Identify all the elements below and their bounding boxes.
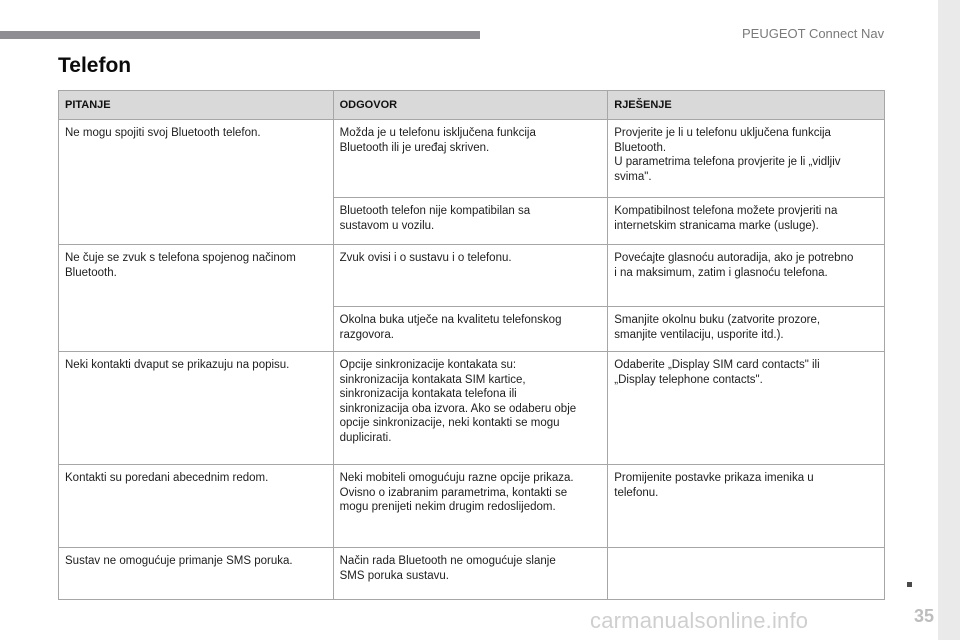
column-header-solution: RJEŠENJE [608, 91, 885, 120]
header-bar [0, 31, 480, 39]
header-title: PEUGEOT Connect Nav [742, 26, 885, 41]
table-row [59, 548, 885, 600]
table-row [59, 120, 885, 198]
faq-table [58, 90, 885, 600]
question-cell: Neki kontakti dvaput se prikazuju na popisu. [59, 352, 334, 465]
table-row [59, 465, 885, 548]
solution-cell: Povećajte glasnoću autoradija, ako je potrebno i na maksimum, zatim i glasnoću telefona. [608, 245, 885, 307]
table-row [59, 245, 885, 307]
answer-cell: Okolna buka utječe na kvalitetu telefonskog razgovora. [333, 307, 608, 352]
answer-cell: Možda je u telefonu isključena funkcija Bluetooth ili je uređaj skriven. [333, 120, 608, 198]
column-header-question: PITANJE [59, 91, 334, 120]
solution-cell: Promijenite postavke prikaza imenika u telefonu. [608, 465, 885, 548]
answer-cell: Bluetooth telefon nije kompatibilan sa sustavom u vozilu. [333, 198, 608, 245]
page-title: Telefon [58, 54, 132, 77]
right-margin-strip [938, 0, 960, 640]
answer-cell: Neki mobiteli omogućuju razne opcije prikaza. Ovisno o izabranim parametrima, kontakti se mogu prenijeti nekim drugim redoslijedom. [333, 465, 608, 548]
question-cell: Kontakti su poredani abecednim redom. [59, 465, 334, 548]
solution-cell: Kompatibilnost telefona možete provjeriti na internetskim stranicama marke (usluge). [608, 198, 885, 245]
solution-cell: Provjerite je li u telefonu uključena funkcija Bluetooth. U parametrima telefona provjerite je li „vidljiv svima". [608, 120, 885, 198]
page-marker-icon [907, 582, 912, 587]
solution-cell [608, 548, 885, 600]
table-row [59, 352, 885, 465]
watermark: carmanualsonline.info [590, 608, 809, 633]
table-header-row [59, 91, 885, 120]
page-number: 35 [913, 606, 934, 626]
question-cell: Sustav ne omogućuje primanje SMS poruka. [59, 548, 334, 600]
answer-cell: Način rada Bluetooth ne omogućuje slanje SMS poruka sustavu. [333, 548, 608, 600]
solution-cell: Smanjite okolnu buku (zatvorite prozore, smanjite ventilaciju, usporite itd.). [608, 307, 885, 352]
answer-cell: Zvuk ovisi i o sustavu i o telefonu. [333, 245, 608, 307]
column-header-answer: ODGOVOR [333, 91, 608, 120]
question-cell: Ne mogu spojiti svoj Bluetooth telefon. [59, 120, 334, 245]
question-cell: Ne čuje se zvuk s telefona spojenog načinom Bluetooth. [59, 245, 334, 352]
answer-cell: Opcije sinkronizacije kontakata su: sinkronizacija kontakata SIM kartice, sinkronizacija kontakata telefona ili sinkronizacija oba izvora. Ako se odaberu obje opcije sinkronizacije, neki kontakti se mogu duplicirati. [333, 352, 608, 465]
solution-cell: Odaberite „Display SIM card contacts" ili „Display telephone contacts". [608, 352, 885, 465]
